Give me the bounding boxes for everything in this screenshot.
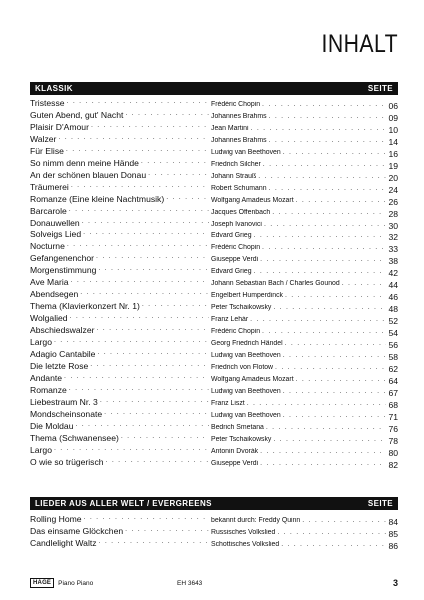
dot-leader xyxy=(281,541,386,550)
toc-entry-title: An der schönen blauen Donau xyxy=(30,169,147,180)
dot-leader xyxy=(264,221,386,230)
toc-entry-title: Guten Abend, gut' Nacht xyxy=(30,109,124,120)
dot-leader xyxy=(98,265,209,275)
toc-entry-page: 46 xyxy=(388,292,398,302)
section-heading: LIEDER AUS ALLER WELT / EVERGREENS xyxy=(35,499,212,508)
toc-entry-composer: Ludwig van Beethoven xyxy=(211,148,281,156)
dot-leader xyxy=(283,412,387,421)
toc-entry xyxy=(30,194,398,206)
dot-leader xyxy=(283,388,387,397)
dot-leader xyxy=(69,385,209,395)
toc-entry-page: 67 xyxy=(388,387,398,397)
toc-entry-composer: Johannes Brahms xyxy=(211,112,267,120)
toc-entry-page: 20 xyxy=(388,172,398,182)
toc-entry-composer: bekannt durch: Freddy Quinn xyxy=(211,517,301,524)
dot-leader xyxy=(97,349,209,359)
toc-entry-title: Romanze (Eine kleine Nachtmusik) xyxy=(30,193,165,204)
toc-entry-composer: Johann Strauß xyxy=(211,172,257,180)
toc-entry-page: 54 xyxy=(388,328,398,338)
toc-entry xyxy=(30,421,398,433)
toc-entry-page: 71 xyxy=(388,411,398,421)
toc-entry-title: Walzer xyxy=(30,133,57,144)
dot-leader xyxy=(75,421,209,431)
dot-leader xyxy=(148,170,209,180)
toc-entry xyxy=(30,325,398,337)
toc-entry-composer: Georg Friedrich Händel xyxy=(211,340,283,348)
toc-list-klassik xyxy=(30,98,398,469)
dot-leader xyxy=(90,361,209,371)
toc-entry-page: 09 xyxy=(388,112,398,122)
toc-entry-title: Romanze xyxy=(30,384,67,395)
dot-leader xyxy=(273,304,386,313)
dot-leader xyxy=(96,253,209,263)
toc-entry xyxy=(30,241,398,253)
section-heading: KLASSIK xyxy=(35,84,73,93)
toc-entry-title: Die letzte Rose xyxy=(30,360,89,371)
toc-entry-title: Rolling Home xyxy=(30,514,82,524)
toc-entry-composer: Antonin Dvorák xyxy=(211,447,259,455)
toc-entry-title: Thema (Klavierkonzert Nr. 1) xyxy=(30,301,140,312)
dot-leader xyxy=(142,301,209,311)
toc-entry-composer: Jean Martini xyxy=(211,124,249,132)
dot-leader xyxy=(71,182,209,192)
dot-leader xyxy=(285,292,386,301)
dot-leader xyxy=(269,137,387,146)
dot-leader xyxy=(54,445,209,455)
toc-entry xyxy=(30,98,398,110)
edition-code: EH 3643 xyxy=(177,579,203,587)
toc-entry-title: Candlelight Waltz xyxy=(30,537,97,548)
toc-entry-page: 28 xyxy=(388,208,398,218)
toc-entry-page: 58 xyxy=(388,352,398,361)
dot-leader xyxy=(247,400,387,409)
toc-entry-title: Mondscheinsonate xyxy=(30,408,103,419)
toc-entry-page: 82 xyxy=(388,459,398,469)
toc-entry-page: 78 xyxy=(388,435,398,445)
dot-leader xyxy=(296,197,387,206)
toc-entry-title: Adagio Cantabile xyxy=(30,349,96,360)
toc-entry xyxy=(30,349,398,361)
toc-entry-page: 38 xyxy=(388,256,398,266)
dot-leader xyxy=(141,158,209,168)
toc-entry xyxy=(30,110,398,122)
dot-leader xyxy=(99,538,209,548)
toc-entry xyxy=(30,397,398,409)
dot-leader xyxy=(266,424,387,433)
toc-entry-title: Largo xyxy=(30,444,52,455)
dot-leader xyxy=(262,328,386,337)
toc-entry-page: 64 xyxy=(388,375,398,385)
toc-entry-page: 26 xyxy=(388,196,398,206)
toc-entry-title: Largo xyxy=(30,337,52,348)
toc-entry-composer: Edvard Grieg xyxy=(211,268,252,276)
toc-entry-title: Plaisir D'Amour xyxy=(30,121,89,132)
toc-entry-composer: Edvard Grieg xyxy=(211,232,252,240)
dot-leader xyxy=(54,337,209,347)
toc-entry-title: Barcarole xyxy=(30,205,67,216)
dot-leader xyxy=(263,161,387,170)
toc-entry-composer: Peter Tschaikowsky xyxy=(211,304,272,312)
toc-entry xyxy=(30,337,398,349)
dot-leader xyxy=(250,316,386,325)
dot-leader xyxy=(121,433,209,443)
toc-list-lieder xyxy=(30,514,398,550)
toc-entry-page: 19 xyxy=(388,160,398,170)
toc-entry-page: 76 xyxy=(388,423,398,433)
toc-entry-composer: Joseph Ivanovici xyxy=(211,220,262,228)
page-footer xyxy=(30,577,398,589)
dot-leader xyxy=(254,268,387,277)
toc-entry xyxy=(30,457,398,469)
toc-entry xyxy=(30,158,398,170)
toc-entry-composer: Bedrich Smetana xyxy=(211,423,264,431)
dot-leader xyxy=(125,110,209,120)
dot-leader xyxy=(66,146,209,156)
dot-leader xyxy=(277,529,386,538)
toc-entry xyxy=(30,538,398,550)
toc-entry-page: 62 xyxy=(388,363,398,373)
toc-entry xyxy=(30,289,398,301)
toc-entry xyxy=(30,265,398,277)
toc-entry-title: Morgenstimmung xyxy=(30,265,97,276)
dot-leader xyxy=(83,229,209,239)
toc-entry-composer: Wolfgang Amadeus Mozart xyxy=(211,375,294,383)
dot-leader xyxy=(69,206,209,216)
section-page-label: SEITE xyxy=(367,84,393,93)
dot-leader xyxy=(296,376,387,385)
toc-entry-title: Liebestraum Nr. 3 xyxy=(30,396,98,407)
dot-leader xyxy=(67,241,209,251)
toc-entry xyxy=(30,229,398,241)
toc-entry-title: Ave Maria xyxy=(30,277,69,288)
toc-entry xyxy=(30,122,398,134)
toc-entry xyxy=(30,146,398,158)
toc-entry-page: 68 xyxy=(388,399,398,409)
toc-entry-composer: Frédéric Chopin xyxy=(211,101,261,108)
toc-entry-composer: Giuseppe Verdi xyxy=(211,256,259,264)
dot-leader xyxy=(260,256,386,265)
toc-entry xyxy=(30,182,398,194)
toc-entry-title: Abendsegen xyxy=(30,289,79,300)
dot-leader xyxy=(84,514,209,524)
dot-leader xyxy=(260,460,386,469)
dot-leader xyxy=(258,173,386,182)
dot-leader xyxy=(71,277,209,287)
section-header-lieder xyxy=(30,497,398,510)
dot-leader xyxy=(106,457,209,467)
toc-entry-page: 16 xyxy=(388,148,398,158)
dot-leader xyxy=(260,448,386,457)
toc-entry-page: 14 xyxy=(388,136,398,146)
toc-entry-title: Donauwellen xyxy=(30,217,80,228)
dot-leader xyxy=(64,373,209,383)
toc-entry-page: 24 xyxy=(388,184,398,194)
toc-entry-composer: Johannes Brahms xyxy=(211,136,267,144)
dot-leader xyxy=(262,101,386,110)
dot-leader xyxy=(82,218,209,228)
dot-leader xyxy=(262,244,386,253)
toc-entry-composer: Peter Tschaikowsky xyxy=(211,435,272,443)
publisher-logo: HAGE xyxy=(30,578,54,588)
toc-entry-title: Tristesse xyxy=(30,98,65,108)
dot-leader xyxy=(269,185,387,194)
toc-entry-page: 56 xyxy=(388,340,398,350)
toc-entry-page: 06 xyxy=(388,101,398,110)
toc-entry-page: 48 xyxy=(388,304,398,314)
toc-entry-title: Träumerei xyxy=(30,181,69,192)
toc-entry-page: 32 xyxy=(388,232,398,242)
dot-leader xyxy=(70,313,209,323)
toc-entry xyxy=(30,433,398,445)
dot-leader xyxy=(275,364,386,373)
toc-entry-title: Abschiedswalzer xyxy=(30,325,95,336)
toc-entry xyxy=(30,445,398,457)
toc-entry-composer: Wolfgang Amadeus Mozart xyxy=(211,196,294,204)
page-title: INHALT xyxy=(321,30,398,58)
toc-entry-composer: Robert Schumann xyxy=(211,184,267,192)
dot-leader xyxy=(96,325,209,335)
toc-entry xyxy=(30,361,398,373)
toc-entry xyxy=(30,514,398,526)
toc-entry-composer: Engelbert Humperdinck xyxy=(211,292,284,300)
dot-leader xyxy=(100,397,209,407)
toc-entry xyxy=(30,277,398,289)
toc-entry-page: 33 xyxy=(388,244,398,254)
dot-leader xyxy=(251,125,387,134)
dot-leader xyxy=(283,149,387,158)
toc-entry-title: Andante xyxy=(30,372,63,383)
toc-entry xyxy=(30,313,398,325)
section-header-klassik xyxy=(30,82,398,95)
toc-entry-title: Das einsame Glöckchen xyxy=(30,525,124,536)
toc-entry xyxy=(30,526,398,538)
dot-leader xyxy=(342,280,387,289)
toc-entry xyxy=(30,218,398,230)
dot-leader xyxy=(269,113,387,122)
toc-entry-title: Nocturne xyxy=(30,241,65,252)
toc-entry-title: Für Elise xyxy=(30,145,64,156)
toc-entry xyxy=(30,385,398,397)
toc-entry-page: 52 xyxy=(388,316,398,326)
toc-entry-composer: Jacques Offenbach xyxy=(211,208,271,216)
toc-entry-page: 84 xyxy=(388,517,398,526)
toc-entry-composer: Ludwig van Beethoven xyxy=(211,352,281,360)
toc-entry-composer: Frédéric Chopin xyxy=(211,328,261,336)
series-name: Piano Piano xyxy=(58,579,94,587)
toc-entry xyxy=(30,253,398,265)
toc-entry-page: 85 xyxy=(388,528,398,538)
toc-entry-title: Gefangenenchor xyxy=(30,253,95,264)
toc-entry-title: Solveigs Lied xyxy=(30,229,82,240)
toc-entry-composer: Frédéric Chopin xyxy=(211,244,261,252)
toc-entry-composer: Ludwig van Beethoven xyxy=(211,411,281,419)
toc-entry-page: 86 xyxy=(388,540,398,550)
toc-entry-title: Die Moldau xyxy=(30,420,74,431)
toc-entry xyxy=(30,134,398,146)
toc-entry xyxy=(30,373,398,385)
toc-entry-composer: Friedrich von Flotow xyxy=(211,363,274,371)
dot-leader xyxy=(285,340,387,349)
section-page-label: SEITE xyxy=(367,499,393,508)
toc-entry-title: O wie so trügerisch xyxy=(30,456,104,467)
toc-entry-page: 44 xyxy=(388,280,398,290)
toc-entry xyxy=(30,301,398,313)
toc-entry-title: Thema (Schwanensee) xyxy=(30,432,119,443)
toc-entry-composer: Franz Lehár xyxy=(211,316,249,324)
dot-leader xyxy=(80,289,209,299)
toc-entry-page: 30 xyxy=(388,220,398,230)
toc-entry xyxy=(30,409,398,421)
dot-leader xyxy=(166,194,209,204)
toc-entry-title: Wolgalied xyxy=(30,313,68,324)
toc-entry-composer: Friedrich Silcher xyxy=(211,160,261,168)
dot-leader xyxy=(58,134,209,144)
toc-entry xyxy=(30,170,398,182)
toc-entry-page: 10 xyxy=(388,124,398,134)
toc-entry-composer: Giuseppe Verdi xyxy=(211,459,259,467)
dot-leader xyxy=(91,122,209,132)
toc-entry xyxy=(30,206,398,218)
dot-leader xyxy=(125,526,209,536)
page-number: 3 xyxy=(392,578,398,588)
dot-leader xyxy=(104,409,209,419)
dot-leader xyxy=(272,209,386,218)
dot-leader xyxy=(283,352,387,361)
dot-leader xyxy=(67,98,209,108)
toc-entry-composer: Schottisches Volkslied xyxy=(211,540,280,548)
toc-entry-page: 80 xyxy=(388,447,398,457)
dot-leader xyxy=(254,232,387,241)
dot-leader xyxy=(273,436,386,445)
toc-entry-composer: Johann Sebastian Bach / Charles Gounod xyxy=(211,280,340,288)
toc-entry-page: 42 xyxy=(388,268,398,278)
toc-entry-composer: Ludwig van Beethoven xyxy=(211,387,281,395)
toc-entry-title: So nimm denn meine Hände xyxy=(30,157,139,168)
toc-entry-composer: Franz Liszt xyxy=(211,399,245,407)
dot-leader xyxy=(302,517,386,526)
toc-entry-composer: Russisches Volkslied xyxy=(211,528,276,536)
